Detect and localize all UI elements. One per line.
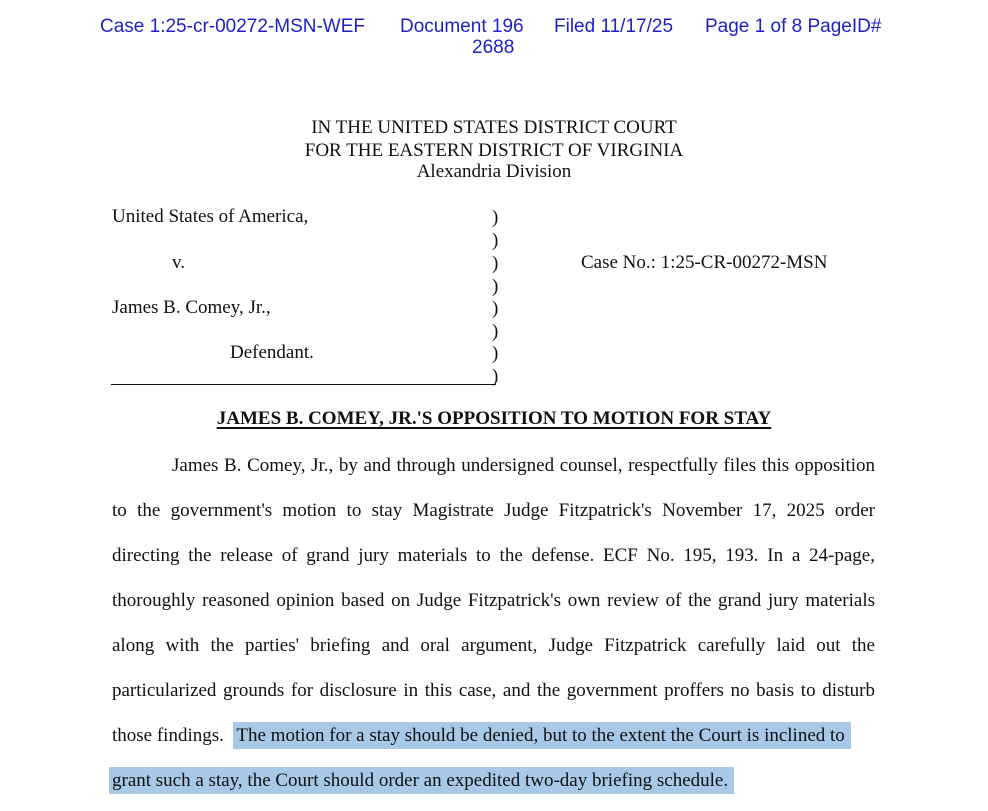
court-heading (0, 116, 988, 182)
caption-paren: ) (492, 276, 499, 297)
court-name-line1: IN THE UNITED STATES DISTRICT COURT (311, 117, 677, 138)
caption-paren: ) (492, 253, 499, 274)
caption-paren: ) (492, 366, 499, 387)
document-title: JAMES B. COMEY, JR.'S OPPOSITION TO MOTION FOR STAY (216, 408, 772, 429)
caption-paren: ) (492, 230, 499, 251)
caption-case-no: Case No.: 1:25-CR-00272-MSN (581, 252, 828, 273)
header-document-number: Document 196 (400, 16, 524, 37)
caption-defendant-name: James B. Comey, Jr., (112, 297, 271, 318)
header-filed-date: Filed 11/17/25 (554, 16, 674, 37)
body-line: particularized grounds for disclosure in this case, and the government proffers no basis to disturb (112, 680, 875, 701)
caption-plaintiff: United States of America, (112, 206, 309, 227)
body-line: James B. Comey, Jr., by and through undersigned counsel, respectfully files this opposition (172, 455, 875, 476)
caption-rule (111, 384, 496, 385)
header-page-info: Page 1 of 8 PageID# (705, 16, 882, 37)
caption-paren: ) (492, 321, 499, 342)
header-page-id: 2688 (472, 37, 515, 58)
caption-paren: ) (492, 298, 499, 319)
body-text: those findings. (112, 725, 224, 746)
body-line: to the government's motion to stay Magistrate Judge Fitzpatrick's November 17, 2025 order (112, 500, 875, 521)
caption-defendant-role: Defendant. (230, 342, 314, 363)
court-division: Alexandria Division (416, 161, 572, 182)
body-line (109, 769, 734, 793)
body-line (112, 724, 851, 748)
caption-paren: ) (492, 343, 499, 364)
header-case-number: Case 1:25-cr-00272-MSN-WEF (100, 16, 366, 37)
court-name-line2: FOR THE EASTERN DISTRICT OF VIRGINIA (304, 140, 684, 161)
caption-paren: ) (492, 207, 499, 228)
caption-versus: v. (172, 252, 186, 273)
body-line: along with the parties' briefing and oral argument, Judge Fitzpatrick carefully laid out the (112, 635, 875, 656)
highlighted-text: The motion for a stay should be denied, but to the extent the Court is inclined to (233, 722, 850, 749)
highlighted-text: grant such a stay, the Court should order an expedited two-day briefing schedule. (109, 767, 734, 794)
body-line: directing the release of grand jury materials to the defense. ECF No. 195, 193. In a 24-page, (112, 545, 875, 566)
body-line: thoroughly reasoned opinion based on Judge Fitzpatrick's own review of the grand jury materials (112, 590, 875, 611)
